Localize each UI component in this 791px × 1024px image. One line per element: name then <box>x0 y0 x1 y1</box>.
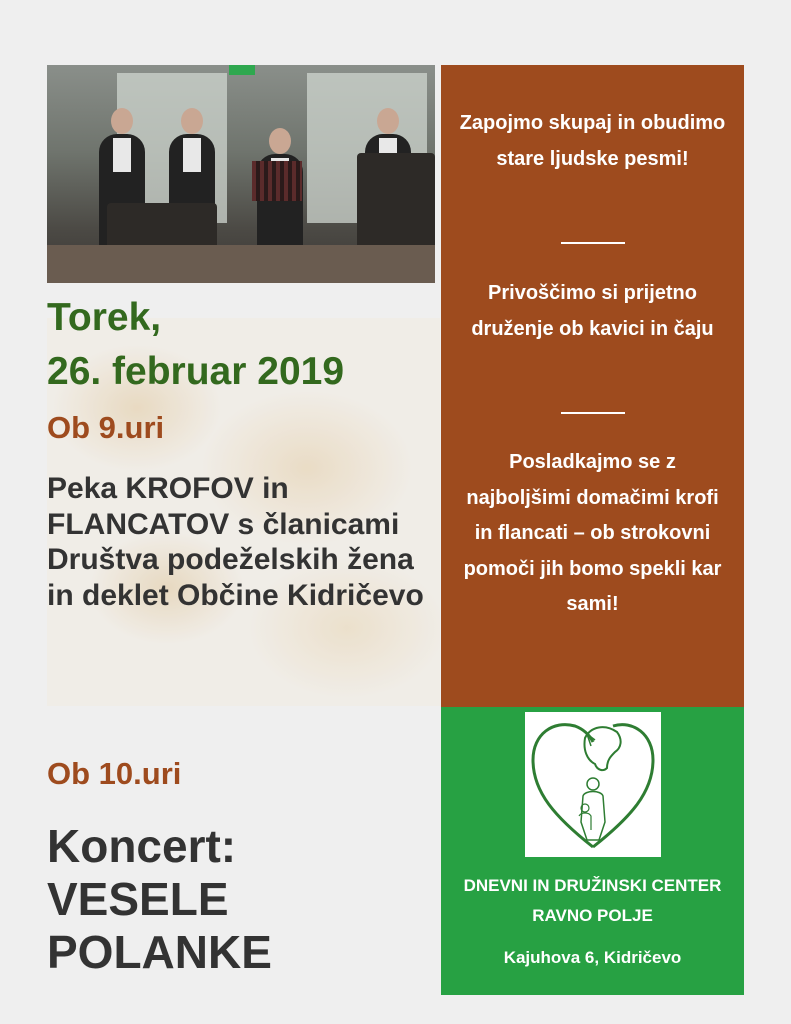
concert-label: Koncert: <box>47 820 237 872</box>
info-panel <box>441 65 744 707</box>
event-date: 26. februar 2019 <box>47 350 345 393</box>
concert-name: VESELE POLANKE <box>47 873 272 978</box>
center-panel <box>441 707 744 995</box>
horse-heart-logo-icon <box>525 712 661 857</box>
time-second: Ob 10.uri <box>47 756 182 791</box>
info-paragraph-socializing: Privoščimo si prijetno druženje ob kavici in čaju <box>471 282 714 340</box>
divider <box>561 242 625 244</box>
divider <box>561 412 625 414</box>
accordion <box>252 161 302 201</box>
info-paragraph-singing: Zapojmo skupaj in obudimo stare ljudske pesmi! <box>459 112 726 170</box>
event-description: Peka KROFOV in FLANCATOV s članicami Društva podeželskih žena in deklet Občine Kidričevo <box>47 472 424 612</box>
singers-photo <box>47 65 435 283</box>
info-paragraph-donuts: Posladkajmo se z najboljšimi domačimi krofi in flancati – ob strokovni pomoči jih bomo spekli kar sami! <box>463 451 722 615</box>
center-name: DNEVNI IN DRUŽINSKI CENTER RAVNO POLJE <box>463 876 722 925</box>
center-address: Kajuhova 6, Kidričevo <box>503 948 682 967</box>
concert-title <box>47 820 337 979</box>
time-first: Ob 9.uri <box>47 410 165 445</box>
event-day: Torek, <box>47 296 162 339</box>
exit-sign <box>229 65 255 75</box>
